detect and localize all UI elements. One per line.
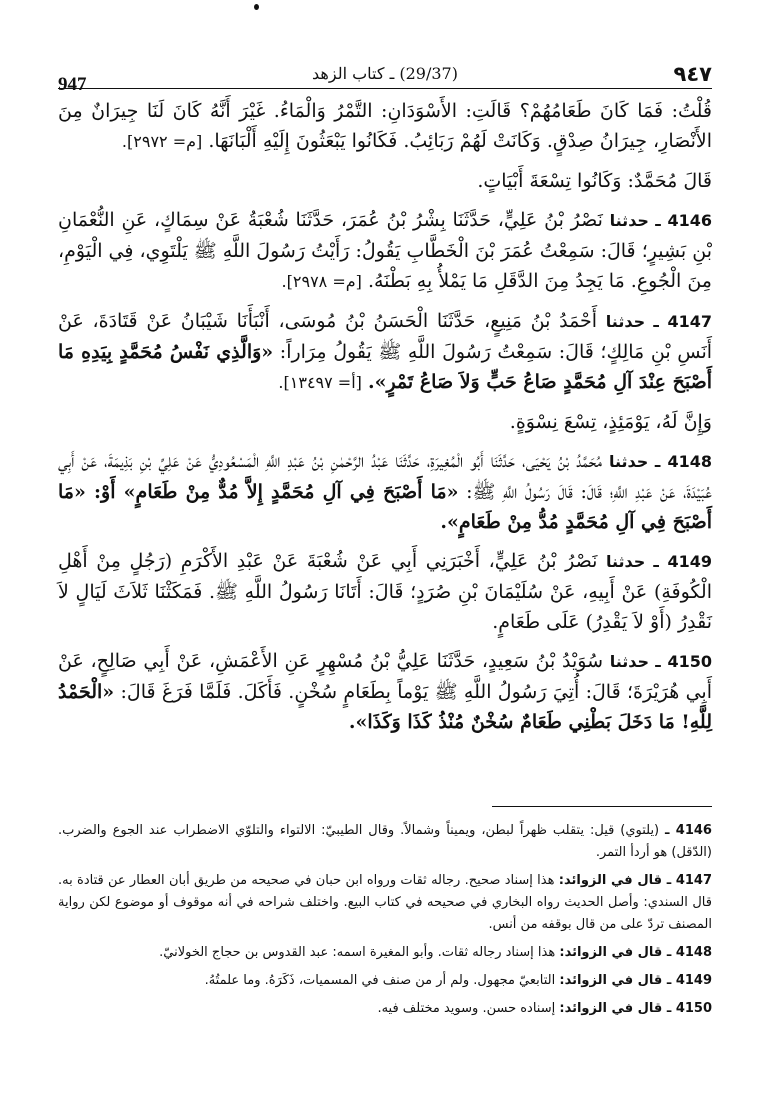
hadith-number: 4146 (667, 211, 713, 230)
hadith-text: أَحْمَدُ بْنُ مَنِيعٍ، حَدَّثَنَا الْحَسَنُ بْنُ مُوسَى، أَنْبَأَنَا شَيْبَانُ عَنْ قَتَادَةَ، عَنْ أَنَسِ بْنِ مَالِكٍ؛ قَالَ: سَمِعْتُ رَسُولَ اللَّهِ ﷺ يَقُولُ مِرَاراً: (58, 310, 713, 363)
hadith-text: مُحَمَّدُ بْنُ يَحْيَى، حَدَّثَنَا أَبُو الْمُغِيرَةِ، حَدَّثَنَا عَبْدُ الرَّحْمٰنِ بْنُ عَبْدِ اللَّهِ الْمَسْعُودِيُّ عَنْ عَلِيِّ بْنِ بَذِيمَةَ، عَنْ أَبِي عُبَيْدَةَ، عَنْ عَبْدِ اللَّهِ؛ قَالَ: قَالَ رَسُولُ اللَّهِ ﷺ: (58, 450, 713, 503)
intro-note: قَالَ مُحَمَّدٌ: وَكَانُوا تِسْعَةَ أَبْيَاتٍ. (477, 170, 712, 192)
book-page (58, 0, 712, 1103)
hadith-number: 4147 (667, 312, 713, 331)
hadith-text: نَصْرُ بْنُ عَلِيٍّ، أَخْبَرَنِي أَبِي عَنْ شُعْبَةَ عَنْ عَبْدِ الأَكْرَمِ (رَجُلٍ مِنْ أَهْلِ الْكُوفَةِ) عَنْ أَبِيهِ، عَنْ سُلَيْمَانَ بْنِ صُرَدٍ؛ قَالَ: أَتَانَا رَسُولُ اللَّهِ ﷺ. فَمَكَثْنَا ثَلاَثَ لَيَالٍ لاَ نَقْدِرُ (أَوْ لاَ يَقْدِرُ) عَلَى طَعَامٍ. (58, 550, 712, 633)
cross-reference: [أ= ١٣٤٩٧]. (278, 373, 362, 392)
running-title: (29/37) ـ كتاب الزهد (312, 64, 458, 83)
footnote-4148 (58, 942, 712, 964)
hadith-number: 4150 (667, 652, 713, 671)
hadith-quote: «مَا أَصْبَحَ فِي آلِ مُحَمَّدٍ إِلاَّ مُدٌّ مِنْ طَعَامٍ» أَوْ: «مَا أَصْبَحَ فِي آلِ مُحَمَّدٍ مُدُّ مِنْ طَعَامٍ». (58, 481, 712, 533)
hadith-lead: ـ حدثنا (605, 552, 659, 571)
hadith-number: 4149 (667, 552, 712, 571)
footnote-text: إسناده حسن. وسويد مختلف فيه. (377, 1001, 556, 1016)
cross-reference: [م= ٢٩٧٨]. (281, 272, 362, 291)
hadith-4150 (58, 646, 712, 737)
hadith-quote: «الْحَمْدُ لِلَّهِ! مَا دَخَلَ بَطْنِي طَعَامٌ سُخْنٌ مُنْذُ كَذَا وَكَذَا». (58, 681, 712, 733)
footnote-lead: 4147 ـ قال في الزوائد: (558, 873, 713, 888)
hadith-4148 (58, 446, 712, 537)
page-number-arabic: ٩٤٧ (673, 62, 712, 86)
footnote-lead: 4149 ـ قال في الزوائد: (559, 973, 712, 988)
hadith-4147-note: وَإِنَّ لَهُ، يَوْمَئِذٍ، تِسْعَ نِسْوَةٍ. (509, 411, 712, 433)
hadith-lead: ـ حدثنا (609, 452, 661, 471)
hadith-lead: ـ حدثنا (605, 312, 659, 331)
hadith-4147 (58, 306, 712, 398)
hadith-4149 (58, 546, 712, 637)
footnote-4149 (58, 970, 712, 992)
page-header (58, 58, 712, 95)
page-number-latin: 947 (58, 74, 87, 95)
hadith-number: 4148 (667, 452, 713, 471)
hadith-text: نَصْرُ بْنُ عَلِيٍّ، حَدَّثَنَا بِشْرُ بْنُ عُمَرَ، حَدَّثَنَا شُعْبَةُ عَنْ سِمَاكٍ، عَنِ النُّعْمَانِ بْنِ بَشِيرٍ؛ قَالَ: سَمِعْتُ عُمَرَ بْنَ الْخَطَّابِ يَقُولُ: رَأَيْتُ رَسُولَ اللَّهِ ﷺ يَلْتَوِي، فِي الْيَوْمِ، مِنَ الْجُوعِ. مَا يَجِدُ مِنَ الدَّقَلِ مَا يَمْلأُ بِهِ بَطْنَهُ. (58, 209, 712, 292)
footnote-lead: 4148 ـ قال في الزوائد: (559, 945, 712, 960)
main-text (58, 96, 712, 746)
footnote-lead: 4150 ـ قال في الزوائد: (559, 1001, 712, 1016)
footnote-text: هذا إسناد صحيح. رجاله ثقات ورواه ابن حبان في صحيحه من طريق أبان العطار عن قتادة به. قال السندي: وأصل الحديث رواه البخاري في صحيحه في كتاب البيع. واختلف شراحه في أنه موقوف أو موضوع لكن رواية المصنف تردّ على من قال بوقفه من أنس. (58, 873, 712, 932)
footnote-text: (يلتوي) قيل: يتقلب ظهراً لبطن، ويميناً وشمالاً. وقال الطيبيّ: الالتواء والتلوّي الاضطراب عند الجوع والضرب. (الدّقل) هو أردأ التمر. (58, 823, 712, 860)
footnote-text: التابعيّ مجهول. ولم أر من صنف في المسميات، ذَكَرَهُ. وما علمتُهُ. (204, 973, 556, 988)
footnote-4150 (58, 998, 712, 1020)
hadith-lead: ـ حدثنا (609, 211, 661, 230)
footnote-4147 (58, 870, 712, 936)
footnote-4146 (58, 820, 712, 864)
hadith-quote: «وَالَّذِي نَفْسُ مُحَمَّدٍ بِيَدِهِ مَا أَصْبَحَ عِنْدَ آلِ مُحَمَّدٍ صَاعُ حَبٍّ وَلاَ صَاعُ تَمْرٍ». (58, 341, 712, 393)
intro-paragraph: قُلْتُ: فَمَا كَانَ طَعَامُهُمْ؟ قَالَتِ: الأَسْوَدَانِ: التَّمْرُ وَالْمَاءُ. غَيْرَ أَنَّهُ كَانَ لَنَا جِيرَانٌ مِنَ الأَنْصَارِ، جِيرَانُ صِدْقٍ. وَكَانَتْ لَهُمْ رَبَائِبُ. فَكَانُوا يَبْعَثُونَ إِلَيْهِ أَلْبَانَهَا. [م= ٢٩٧٢]. (58, 100, 712, 152)
ink-speck (254, 4, 259, 10)
hadith-lead: ـ حدثنا (609, 652, 661, 671)
footnote-lead: 4146 ـ (665, 823, 712, 838)
footnote-text: هذا إسناد رجاله ثقات. وأبو المغيرة اسمه: عبد القدوس بن حجاج الخولانيّ. (159, 945, 556, 960)
cross-reference: [م= ٢٩٧٢]. (121, 132, 203, 151)
hadith-text: سُوَيْدُ بْنُ سَعِيدٍ، حَدَّثَنَا عَلِيُّ بْنُ مُسْهِرٍ عَنِ الأَعْمَشِ، عَنْ أَبِي صَالِحٍ، عَنْ أَبِي هُرَيْرَةَ؛ قَالَ: أُتِيَ رَسُولُ اللَّهِ ﷺ يَوْماً بِطَعَامٍ سُخْنٍ. فَأَكَلَ. فَلَمَّا فَرَغَ قَالَ: (58, 650, 713, 703)
footnote-rule (492, 806, 712, 807)
hadith-4146 (58, 205, 712, 297)
footnotes (58, 820, 712, 1026)
header-rule (58, 88, 712, 89)
